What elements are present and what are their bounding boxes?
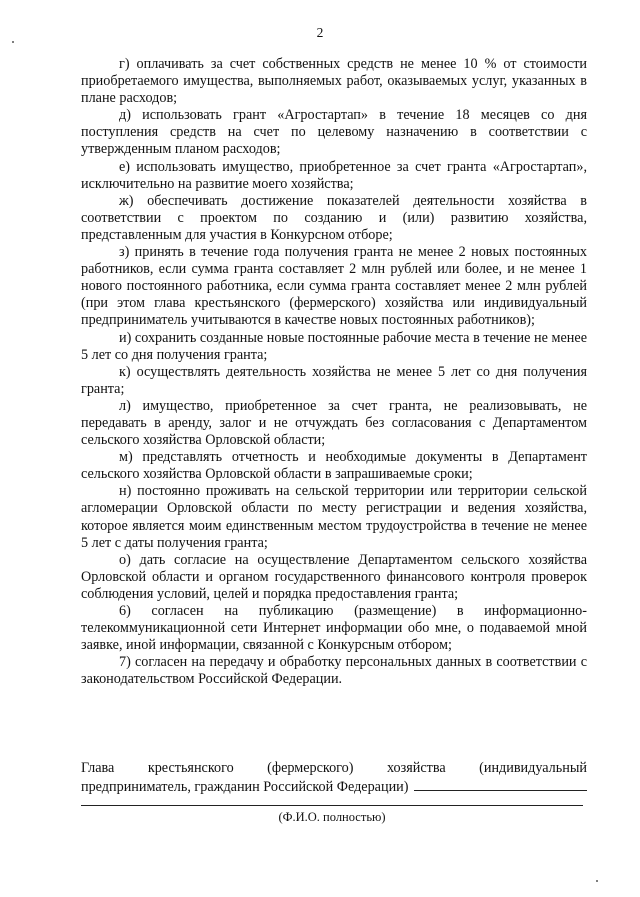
obligations-list — [81, 56, 587, 688]
obligation-n: н) постоянно проживать на сельской территории или территории сельской агломерации Орловской области по месту регистрации и ведения хозяйства, которое является моим единственным местом трудоустройства в течение не менее 5 лет с даты получения гранта; — [81, 483, 587, 551]
consent-personal-data: 7) согласен на передачу и обработку персональных данных в соответствии с законодательством Российской Федерации. — [81, 654, 587, 688]
obligation-m: м) представлять отчетность и необходимые документы в Департамент сельского хозяйства Орловской области в запрашиваемые сроки; — [81, 449, 587, 483]
obligation-e: е) использовать имущество, приобретенное за счет гранта «Агростартап», исключительно на развитие моего хозяйства; — [81, 158, 587, 192]
signature-word: Глава — [81, 760, 115, 776]
obligation-l: л) имущество, приобретенное за счет гранта, не реализовывать, не передавать в аренду, залог и не отчуждать без согласования с Департаментом сельского хозяйства Орловской области; — [81, 397, 587, 449]
signature-title-continued: предприниматель, гражданин Российской Федерации) — [81, 779, 409, 796]
signature-word: (фермерского) — [267, 760, 354, 776]
signature-blank — [414, 777, 587, 791]
obligation-o: о) дать согласие на осуществление Департаментом сельского хозяйства Орловской области и органом государственного финансового контроля проверок соблюдения условий, целей и порядка предоставления гранта; — [81, 551, 587, 602]
obligation-k: к) осуществлять деятельность хозяйства не менее 5 лет со дня получения гранта; — [81, 363, 587, 397]
scan-speck — [12, 41, 14, 43]
signature-word: крестьянского — [147, 760, 234, 776]
obligation-g: г) оплачивать за счет собственных средств не менее 10 % от стоимости приобретаемого имущества, выполняемых работ, оказываемых услуг, указанных в плане расходов; — [81, 56, 587, 107]
scan-speck — [596, 880, 598, 882]
page-number: 2 — [316, 25, 324, 40]
signature-word: (индивидуальный — [479, 760, 587, 776]
obligation-z: з) принять в течение года получения гранта не менее 2 новых постоянных работников, если сумма гранта составляет 2 млн рублей или более, и не менее 1 нового постоянного работника, если сумма гранта составляет менее 2 млн рублей (при этом глава крестьянского (фермерского) хозяйства или индивидуальный предприниматель учитываются в качестве новых постоянных работников); — [81, 244, 587, 329]
obligation-d: д) использовать грант «Агростартап» в течение 18 месяцев со дня поступления средств на счет по целевому назначению в соответствии с утвержденным планом расходов; — [81, 107, 587, 158]
full-name-caption: (Ф.И.О. полностью) — [278, 810, 386, 824]
signature-title-line — [81, 760, 587, 777]
obligation-i: и) сохранить созданные новые постоянные рабочие места в течение не менее 5 лет со дня получения гранта; — [81, 329, 587, 363]
consent-publication: 6) согласен на публикацию (размещение) в информационно-телекоммуникационной сети Интернет информации обо мне, о подаваемой мной заявке, иной информации, связанной с Конкурсным отбором; — [81, 603, 587, 654]
full-name-line — [81, 805, 583, 806]
signature-title-line-2 — [81, 777, 587, 796]
obligation-zh: ж) обеспечивать достижение показателей деятельности хозяйства в соответствии с проектом по созданию и (или) развитию хозяйства, представленным для участия в Конкурсном отборе; — [81, 192, 587, 243]
signature-block — [81, 760, 587, 796]
signature-word: хозяйства — [386, 760, 446, 776]
